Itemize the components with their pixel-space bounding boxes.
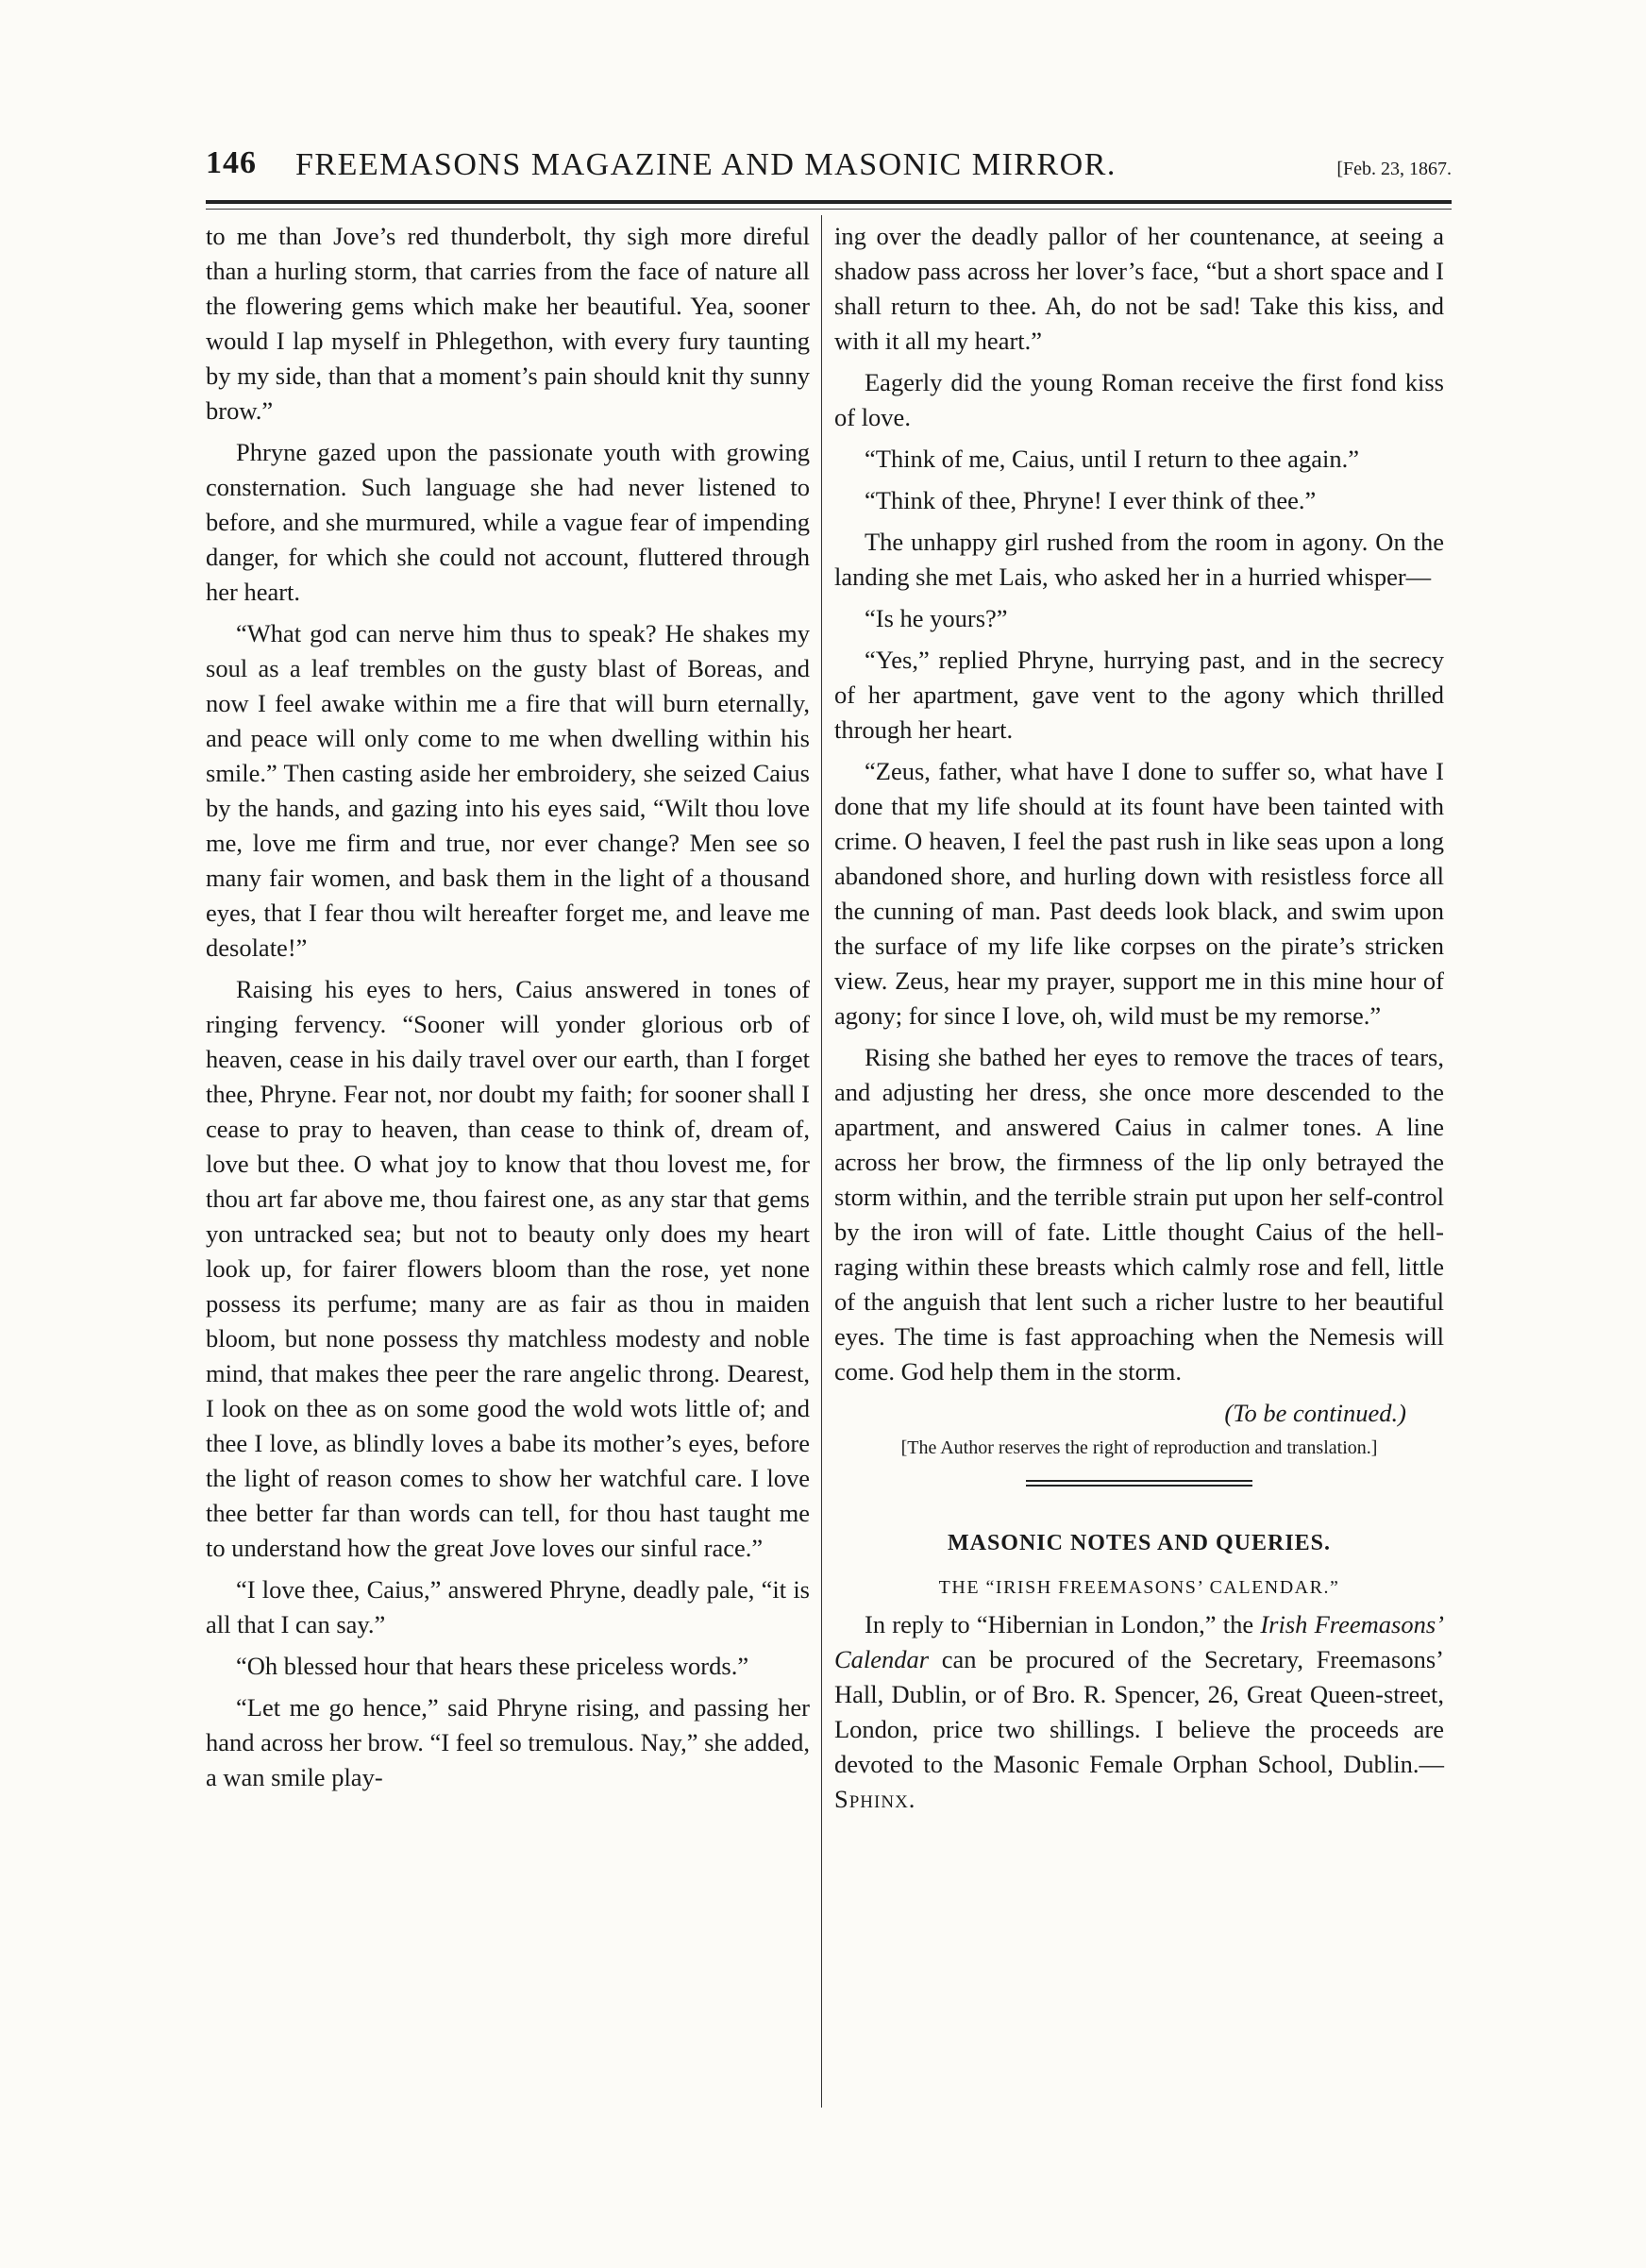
right-column — [834, 219, 1444, 1823]
notes-paragraph — [834, 1607, 1444, 1817]
notes-signature: Sphinx. — [834, 1785, 916, 1813]
paragraph: “Think of thee, Phryne! I ever think of thee.” — [865, 486, 1317, 514]
issue-date: [Feb. 23, 1867. — [1336, 159, 1452, 179]
running-title: FREEMASONS MAGAZINE AND MASONIC MIRROR. — [295, 147, 1117, 182]
column-divider — [821, 215, 822, 2108]
paragraph: “Think of me, Caius, until I return to thee again.” — [865, 445, 1359, 473]
paragraph: ing over the deadly pallor of her countenance, at seeing a shadow pass across her lover’s face, “but a short space and I shall return to thee. Ah, do not be sad! Take this kiss, and with it all my heart.” — [834, 222, 1444, 355]
notes-text-2: can be procured of the Secretary, Freemasons’ Hall, Dublin, or of Bro. R. Spencer, 26, Great Queen-street, London, price two shillings. I believe the proceeds are devoted to the Masonic Female Orphan School, Dublin.— — [834, 1645, 1444, 1778]
paragraph: “Is he yours?” — [865, 604, 1008, 632]
header-rule-thin — [206, 209, 1452, 210]
paragraph: “Yes,” replied Phryne, hurrying past, and in the secrecy of her apartment, gave vent to the agony which thrilled through her heart. — [834, 646, 1444, 744]
paragraph: Rising she bathed her eyes to remove the traces of tears, and adjusting her dress, she once more descended to the apartment, and answered Caius in calmer tones. A line across her brow, the firmness of the lip only betrayed the storm within, and the terrible strain put upon her self-control by the iron will of fate. Little thought Caius of the hell-raging within these breasts which calmly rose and fell, little of the anguish that lent such a richer lustre to her beautiful eyes. The time is fast approaching when the Nemesis will come. God help them in the storm. — [834, 1043, 1444, 1386]
notes-text-1: In reply to “Hibernian in London,” the — [865, 1610, 1261, 1638]
to-be-continued: (To be continued.) — [1224, 1399, 1406, 1427]
paragraph: Phryne gazed upon the passionate youth with growing consternation. Such language she had never listened to before, and she murmured, while a vague fear of impending danger, for which she could not account, fluttered through her heart. — [206, 438, 810, 606]
section-title: MASONIC NOTES AND QUERIES. — [947, 1531, 1332, 1555]
section-subtitle: THE “IRISH FREEMASONS’ CALENDAR.” — [938, 1577, 1340, 1598]
paragraph: “Let me go hence,” said Phryne rising, and passing her hand across her brow. “I feel so tremulous. Nay,” she added, a wan smile play- — [206, 1693, 810, 1791]
author-note: [The Author reserves the right of reproduction and translation.] — [900, 1437, 1378, 1458]
paragraph: The unhappy girl rushed from the room in agony. On the landing she met Lais, who asked her in a hurried whisper— — [834, 528, 1444, 591]
paragraph: Raising his eyes to hers, Caius answered in tones of ringing fervency. “Sooner will yonder glorious orb of heaven, cease in his daily travel over our earth, than I forget thee, Phryne. Fear not, nor doubt my faith; for sooner shall I cease to pray to heaven, than cease to think of, dream of, love but thee. O what joy to know that thou lovest me, for thou art far above me, thou fairest one, as any star that gems yon untracked sea; but not to beauty only does my heart look up, for fairer flowers bloom than the rose, yet none possess its perfume; many are as fair as thou in maiden bloom, but none possess thy matchless modesty and noble mind, that makes thee peer the rare angelic throng. Dearest, I look on thee as on some good the wold wots little of; and thee I love, as blindly loves a babe its mother’s eyes, before the light of reason comes to show her watchful care. I love thee better far than words can tell, for thou hast taught me to understand how the great Jove loves our sinful race.” — [206, 975, 810, 1562]
header-rule-thick — [206, 200, 1452, 204]
left-column — [206, 219, 810, 1802]
section-divider — [1026, 1480, 1252, 1487]
paragraph: “What god can nerve him thus to speak? He shakes my soul as a leaf trembles on the gusty blast of Boreas, and now I feel awake within me a fire that will burn eternally, and peace will only come to me when dwelling within his smile.” Then casting aside her embroidery, she seized Caius by the hands, and gazing into his eyes said, “Wilt thou love me, love me firm and true, nor ever change? Men see so many fair women, and bask them in the light of a thousand eyes, that I fear thou wilt hereafter forget me, and leave me desolate!” — [206, 619, 810, 962]
section-gap — [834, 1487, 1444, 1526]
paragraph: to me than Jove’s red thunderbolt, thy sigh more direful than a hurling storm, that carries from the face of nature all the flowering gems which make her beautiful. Yea, sooner would I lap myself in Phlegethon, with every fury taunting by my side, than that a moment’s pain should knit thy sunny brow.” — [206, 222, 810, 425]
paragraph: “Zeus, father, what have I done to suffer so, what have I done that my life should at its fount have been tainted with crime. O heaven, I feel the past rush in like seas upon a long abandoned shore, and hurling down with resistless force all the cunning of man. Past deeds look black, and swim upon the surface of my life like corpses on the pirate’s stricken view. Zeus, hear my prayer, support me in this mine hour of agony; for since I love, oh, wild must be my remorse.” — [834, 757, 1444, 1030]
paragraph: “I love thee, Caius,” answered Phryne, deadly pale, “it is all that I can say.” — [206, 1575, 810, 1638]
page-number: 146 — [206, 145, 257, 180]
notes-italic-title: Irish Freemasons’ Calendar — [834, 1610, 1444, 1673]
paragraph: “Oh blessed hour that hears these priceless words.” — [236, 1652, 749, 1680]
paragraph: Eagerly did the young Roman receive the first fond kiss of love. — [834, 368, 1444, 431]
page-header — [206, 140, 1452, 187]
